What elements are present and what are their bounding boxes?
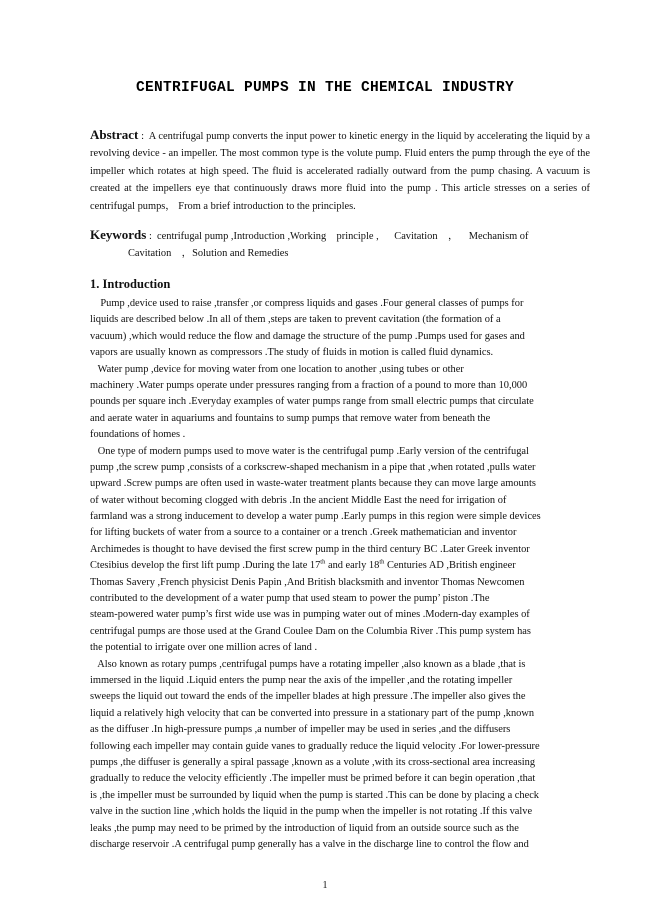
document-title: CENTRIFUGAL PUMPS IN THE CHEMICAL INDUSTRY (135, 80, 515, 96)
page-number: 1 (322, 880, 328, 891)
text-line: steam-powered water pump’s first wide use was in pumping water out of mines .Modern-day examples of (90, 609, 530, 621)
text-line: contributed to the development of a water pump that used steam to power the pump’ piston .The (90, 593, 490, 605)
text-line: centrifugal pumps are those used at the Grand Coulee Dam on the Columbia River .This pump system has (90, 625, 531, 637)
text-line: pump ,the screw pump ,consists of a corkscrew-shaped mechanism in a pipe that ,when rotated ,pulls water (90, 461, 536, 473)
text-line: leaks ,the pump may need to be primed by the introduction of liquid from an outside source such as the (90, 822, 519, 834)
text-line: valve in the suction line ,which holds the liquid in the pump when the impeller is not rotating .If this valve (90, 806, 533, 818)
text-line: of water without becoming clogged with debris .In the ancient Middle East the need for irrigation of (90, 494, 507, 506)
text-line: gradually to reduce the velocity efficiently .The impeller must be primed before it can begin operation ,that (90, 773, 536, 785)
keywords-paragraph (90, 226, 590, 263)
superscript: th (379, 558, 385, 566)
text-line: for lifting buckets of water from a source to a container or a trench .Greek mathematician and inventor (90, 527, 517, 539)
text-line: pounds per square inch .Everyday examples of water pumps range from small electric pumps that circulate (90, 396, 534, 408)
text-line: farmland was a strong inducement to develop a water pump .Early pumps in this region were simple devices (90, 511, 541, 523)
text-line: as the diffuser .In high-pressure pumps ,a number of impeller may be used in series ,and the diffusers (90, 724, 511, 736)
text-line: machinery .Water pumps operate under pressures ranging from a fraction of a pound to more than 10,000 (90, 379, 528, 391)
text-line: Thomas Savery ,French physicist Denis Papin ,And British blacksmith and inventor Thomas Newcomen (90, 576, 525, 588)
text-line: pumps ,the diffuser is generally a spiral passage ,known as a volute ,with its cross-sectional area increasing (90, 756, 536, 768)
text-line: sweeps the liquid out toward the ends of the impeller blades at high pressure .The impeller also gives the (90, 691, 526, 703)
abstract-label: Abstract (90, 127, 139, 142)
text-line: Pump ,device used to raise ,transfer ,or compress liquids and gases .Four general classes of pumps for (90, 298, 524, 309)
text-line: Also known as rotary pumps ,centrifugal pumps have a rotating impeller ,also known as a blade ,that is (90, 658, 526, 670)
text-line: Water pump ,device for moving water from one location to another ,using tubes or other (90, 363, 464, 375)
text-line: following each impeller may contain guide vanes to gradually reduce the liquid velocity .For lower-pressure (90, 740, 540, 752)
keywords-line-2: Cavitation ，Solution and Remedies (128, 248, 289, 260)
text-line: vapors are usually known as compressors .The study of fluids in motion is called fluid dynamics. (90, 347, 494, 359)
body-text (90, 296, 590, 853)
abstract-text: A centrifugal pump converts the input power to kinetic energy in the liquid by accelerating the liquid by a revolving device - an impeller. The most common type is the volute pump. Fluid enters the pump through the eye of the impeller which rotates at high speed. The fluid is accelerated radially outward from the pump chasing. A vacuum is created at the impellers eye that continuously draws more fluid into the pump . This article stresses on a series of centrifugal pumps， From a brief introduction to the principles. (90, 131, 590, 212)
superscript: th (320, 558, 326, 566)
text-line: immersed in the liquid .Liquid enters the pump near the axis of the impeller ,and the rotating impeller (90, 674, 513, 686)
text-line-with-superscripts (90, 558, 590, 574)
abstract-paragraph (90, 126, 590, 215)
keywords-separator: : (146, 231, 158, 242)
abstract-separator: : (138, 131, 149, 142)
text-line: liquids are described below .In all of them ,steps are taken to prevent cavitation (the formation of a (90, 314, 501, 326)
keywords-line-1: centrifugal pump ,Introduction ,Working principle , Cavitation ， Mechanism of (157, 231, 529, 242)
text-line-start: Ctesibius develop the first lift pump .During the late 17 (90, 560, 321, 572)
text-line: upward .Screw pumps are often used in waste-water treatment plants because they can move large amounts (90, 478, 536, 490)
text-line: is ,the impeller must be surrounded by liquid when the pump is started .This can be done by placing a check (90, 789, 539, 801)
text-line: foundations of homes . (90, 429, 186, 441)
text-line: the potential to irrigate over one million acres of land . (90, 642, 318, 654)
text-line-middle: and early 18 (325, 560, 380, 572)
text-line: Archimedes is thought to have devised the first screw pump in the third century BC .Later Greek inventor (90, 543, 530, 555)
section-heading: 1. Introduction (90, 277, 171, 291)
text-line: vacuum) ,which would reduce the flow and damage the structure of the pump .Pumps used for gases and (90, 330, 525, 342)
text-line: liquid a relatively high velocity that can be converted into pressure in a stationary part of the pump ,known (90, 707, 535, 719)
text-line-end: Centuries AD ,British engineer (384, 560, 516, 572)
text-line: discharge reservoir .A centrifugal pump generally has a valve in the discharge line to control the flow and (90, 838, 529, 850)
text-line: One type of modern pumps used to move water is the centrifugal pump .Early version of the centrifugal (90, 445, 529, 457)
keywords-label: Keywords (90, 227, 147, 242)
text-line: and aerate water in aquariums and fountains to sump pumps that remove water from beneath the (90, 412, 491, 424)
